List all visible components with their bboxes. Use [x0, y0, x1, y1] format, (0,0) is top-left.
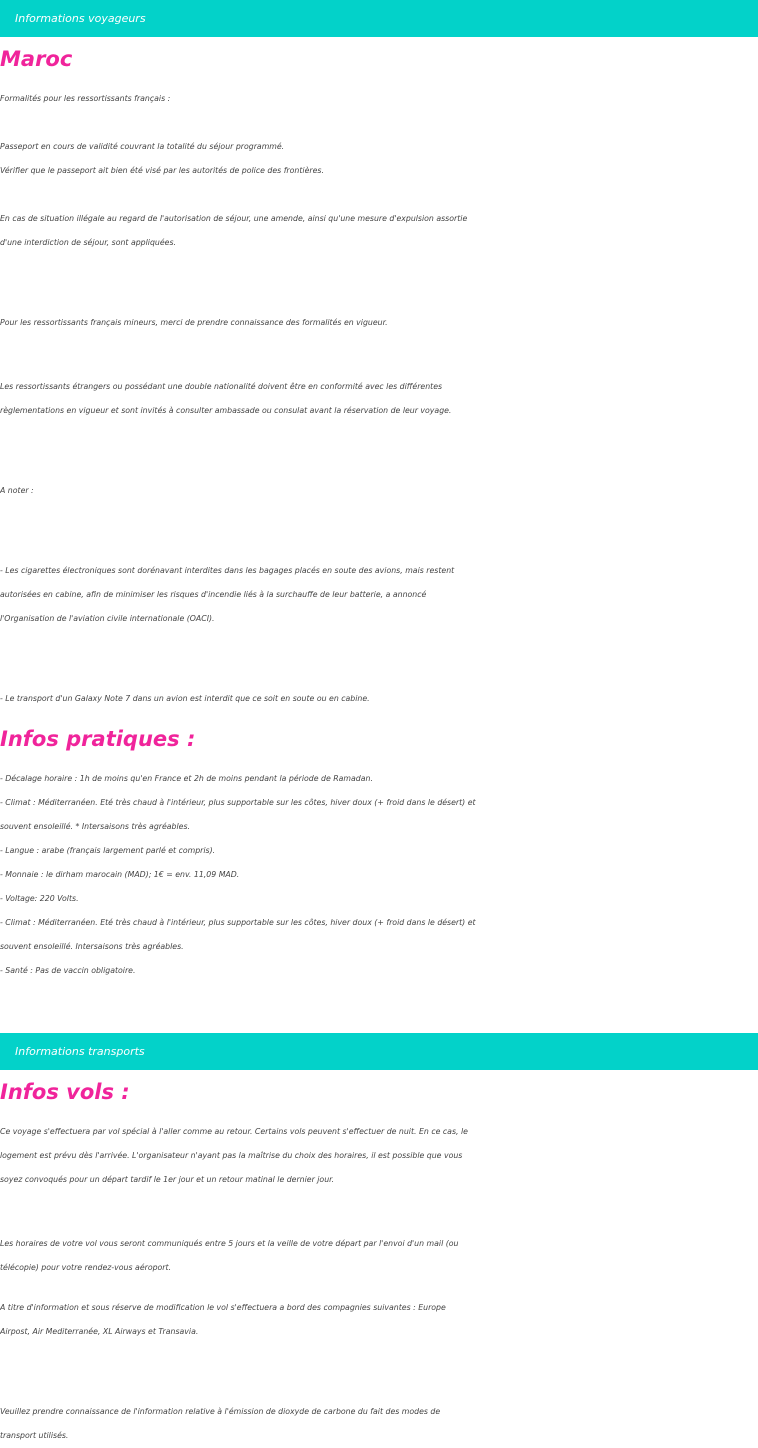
- practical-line: - Décalage horaire : 1h de moins qu'en France et 2h de moins pendant la période de Ramadan.: [0, 774, 373, 783]
- practical-line: - Climat : Méditerranéen. Eté très chaud à l'intérieur, plus supportable sur les côtes, hiver doux (+ froid dans le désert) et: [0, 798, 476, 807]
- transport-line: Veuillez prendre connaissance de l'information relative à l'émission de dioxyde de carbone du fait des modes de: [0, 1407, 441, 1416]
- traveler-line: d'une interdiction de séjour, sont appliquées.: [0, 238, 176, 247]
- traveler-line: autorisées en cabine, afin de minimiser les risques d'incendie liés à la surchauffe de leur batterie, a annoncé: [0, 590, 427, 599]
- transport-line: transport utilisés.: [0, 1431, 69, 1440]
- practical-line: - Voltage: 220 Volts.: [0, 894, 79, 903]
- transport-line: logement est prévu dès l'arrivée. L'organisateur n'ayant pas la maîtrise du choix des horaires, il est possible que vous: [0, 1151, 463, 1160]
- traveler-info-banner: Informations voyageurs: [0, 0, 758, 37]
- transport-line: Airpost, Air Mediterranée, XL Airways et Transavia.: [0, 1327, 199, 1336]
- traveler-line: l'Organisation de l'aviation civile internationale (OACI).: [0, 614, 215, 623]
- transport-line: A titre d'information et sous réserve de modification le vol s'effectuera a bord des compagnies suivantes : Europe: [0, 1303, 446, 1312]
- practical-info-heading: Infos pratiques :: [0, 727, 196, 751]
- traveler-line: règlementations en vigueur et sont invités à consulter ambassade ou consulat avant la réservation de leur voyage.: [0, 406, 452, 415]
- practical-line: - Santé : Pas de vaccin obligatoire.: [0, 966, 136, 975]
- traveler-line: - Le transport d'un Galaxy Note 7 dans un avion est interdit que ce soit en soute ou en cabine.: [0, 694, 370, 703]
- flight-info-heading: Infos vols :: [0, 1080, 130, 1104]
- traveler-line: Formalités pour les ressortissants français :: [0, 94, 171, 103]
- traveler-line: - Les cigarettes électroniques sont dorénavant interdites dans les bagages placés en soute des avions, mais restent: [0, 566, 455, 575]
- country-heading: Maroc: [0, 47, 73, 71]
- practical-line: souvent ensoleillé. Intersaisons très agréables.: [0, 942, 184, 951]
- traveler-line: Vérifier que le passeport ait bien été visé par les autorités de police des frontières.: [0, 166, 324, 175]
- traveler-line: A noter :: [0, 486, 34, 495]
- traveler-line: Passeport en cours de validité couvrant la totalité du séjour programmé.: [0, 142, 285, 151]
- transport-line: Ce voyage s'effectuera par vol spécial à l'aller comme au retour. Certains vols peuvent s'effectuer de nuit. En ce cas, le: [0, 1127, 468, 1136]
- traveler-line: Pour les ressortissants français mineurs, merci de prendre connaissance des formalités en vigueur.: [0, 318, 388, 327]
- transport-line: télécopie) pour votre rendez-vous aéroport.: [0, 1263, 172, 1272]
- practical-line: - Monnaie : le dirham marocain (MAD); 1€ = env. 11,09 MAD.: [0, 870, 240, 879]
- practical-line: souvent ensoleillé. * Intersaisons très agréables.: [0, 822, 191, 831]
- transport-line: Les horaires de votre vol vous seront communiqués entre 5 jours et la veille de votre départ par l'envoi d'un mail (ou: [0, 1239, 459, 1248]
- practical-line: - Climat : Méditerranéen. Eté très chaud à l'intérieur, plus supportable sur les côtes, hiver doux (+ froid dans le désert) et: [0, 918, 476, 927]
- traveler-line: En cas de situation illégale au regard de l'autorisation de séjour, une amende, ainsi qu'une mesure d'expulsion assortie: [0, 214, 468, 223]
- transport-line: soyez convoqués pour un départ tardif le 1er jour et un retour matinal le dernier jour.: [0, 1175, 335, 1184]
- transport-info-banner: Informations transports: [0, 1033, 758, 1070]
- practical-line: - Langue : arabe (français largement parlé et compris).: [0, 846, 216, 855]
- traveler-line: Les ressortissants étrangers ou possédant une double nationalité doivent être en conformité avec les différentes: [0, 382, 443, 391]
